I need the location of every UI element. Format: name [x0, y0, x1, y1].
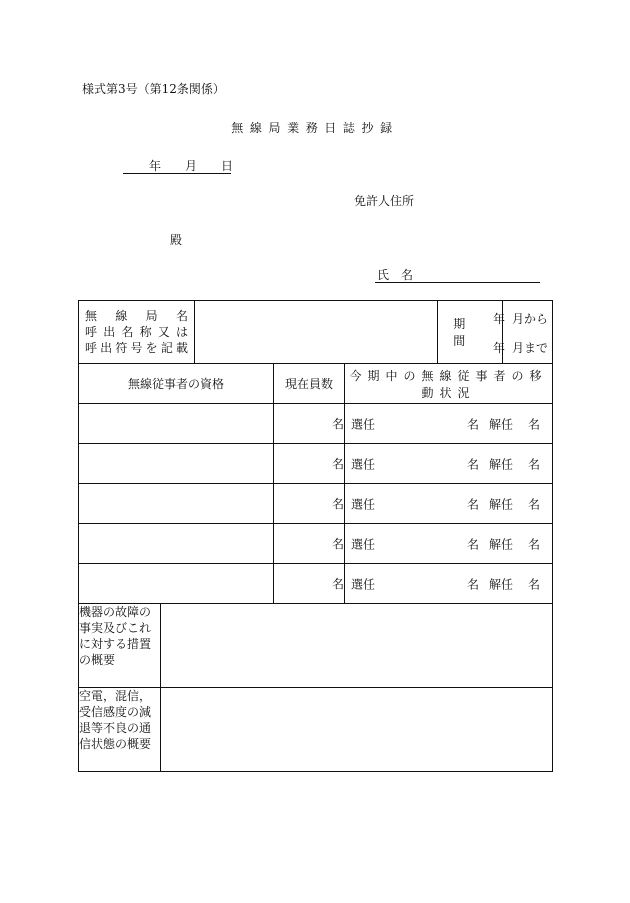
movement-cell[interactable]: [345, 524, 553, 564]
dismissed-label: 解任: [489, 537, 514, 551]
col-qualification: 無線従事者の資格: [79, 364, 274, 404]
station-label-line-2: 呼出名称又は: [85, 325, 189, 339]
appointed-label: 選任: [351, 497, 376, 511]
count-cell[interactable]: 名: [274, 524, 345, 564]
name-field: [375, 266, 540, 283]
dismissed-label: 解任: [489, 577, 514, 591]
interference-label-line-3: 退等不良の通: [79, 721, 152, 735]
interference-row: [79, 688, 553, 772]
name-label-2: 名: [401, 268, 414, 282]
station-label-cell: [79, 301, 195, 364]
equipment-label-line-4: の概要: [79, 653, 116, 667]
document-title: 無線局業務日誌抄録: [231, 121, 399, 135]
qualification-cell[interactable]: [79, 484, 274, 524]
date-day-label: 日: [221, 159, 234, 173]
period-from-month: 月から: [512, 312, 549, 326]
count-cell[interactable]: 名: [274, 444, 345, 484]
col-current-count: 現在員数: [274, 364, 345, 404]
equipment-value[interactable]: [161, 604, 553, 688]
period-to-year: 年: [493, 341, 506, 355]
table-row: [79, 484, 553, 524]
table-row: [79, 404, 553, 444]
period-from-year: 年: [493, 312, 506, 326]
equipment-label-line-1: 機器の故障の: [79, 605, 152, 619]
form-number: 様式第3号（第12条関係）: [82, 82, 225, 96]
station-row: [79, 301, 553, 364]
qualification-cell[interactable]: [79, 444, 274, 484]
station-name-value[interactable]: [195, 301, 438, 364]
equipment-label-line-2: 事実及びこれ: [79, 621, 152, 635]
appointed-unit: 名: [467, 497, 480, 511]
count-cell[interactable]: 名: [274, 484, 345, 524]
table-row: [79, 564, 553, 604]
dismissed-label: 解任: [489, 417, 514, 431]
qualification-cell[interactable]: [79, 404, 274, 444]
appointed-label: 選任: [351, 457, 376, 471]
interference-label-line-2: 受信感度の減: [79, 705, 152, 719]
dismissed-label: 解任: [489, 457, 514, 471]
date-year-label: 年: [149, 159, 162, 173]
date-month-label: 月: [185, 159, 198, 173]
dismissed-unit: 名: [528, 537, 541, 551]
appointed-label: 選任: [351, 417, 376, 431]
column-header-row: [79, 364, 553, 404]
interference-label-line-4: 信状態の概要: [79, 737, 152, 751]
license-address-label: 免許人住所: [354, 194, 415, 208]
log-summary-table: [78, 300, 553, 772]
appointed-unit: 名: [467, 417, 480, 431]
count-cell[interactable]: 名: [274, 564, 345, 604]
interference-label-line-1: 空電，混信，: [79, 689, 152, 703]
movement-cell[interactable]: [345, 444, 553, 484]
name-label-1: 氏: [377, 268, 390, 282]
equipment-label-cell: [79, 604, 161, 688]
period-to-month: 月まで: [512, 341, 549, 355]
dismissed-unit: 名: [528, 497, 541, 511]
movement-cell[interactable]: [345, 564, 553, 604]
dismissed-unit: 名: [528, 457, 541, 471]
appointed-unit: 名: [467, 537, 480, 551]
period-label: 期間: [438, 301, 503, 364]
equipment-row: [79, 604, 553, 688]
station-label-line-3: 呼出符号を記載: [85, 341, 189, 355]
qualification-cell[interactable]: [79, 564, 274, 604]
interference-value[interactable]: [161, 688, 553, 772]
dismissed-label: 解任: [489, 497, 514, 511]
movement-cell[interactable]: [345, 484, 553, 524]
table-row: [79, 444, 553, 484]
appointed-unit: 名: [467, 577, 480, 591]
dismissed-unit: 名: [528, 417, 541, 431]
addressee-suffix: 殿: [170, 233, 183, 247]
table-row: [79, 524, 553, 564]
appointed-label: 選任: [351, 577, 376, 591]
count-cell[interactable]: 名: [274, 404, 345, 444]
col-movement: 今期中の無線従事者の移動状況: [345, 364, 553, 404]
equipment-label-line-3: に対する措置: [79, 637, 152, 651]
qualification-cell[interactable]: [79, 524, 274, 564]
dismissed-unit: 名: [528, 577, 541, 591]
movement-cell[interactable]: [345, 404, 553, 444]
appointed-label: 選任: [351, 537, 376, 551]
appointed-unit: 名: [467, 457, 480, 471]
period-value[interactable]: [493, 301, 553, 364]
station-label-line-1: 無 線 局 名: [85, 309, 189, 323]
interference-label-cell: [79, 688, 161, 772]
date-field: [123, 157, 234, 174]
